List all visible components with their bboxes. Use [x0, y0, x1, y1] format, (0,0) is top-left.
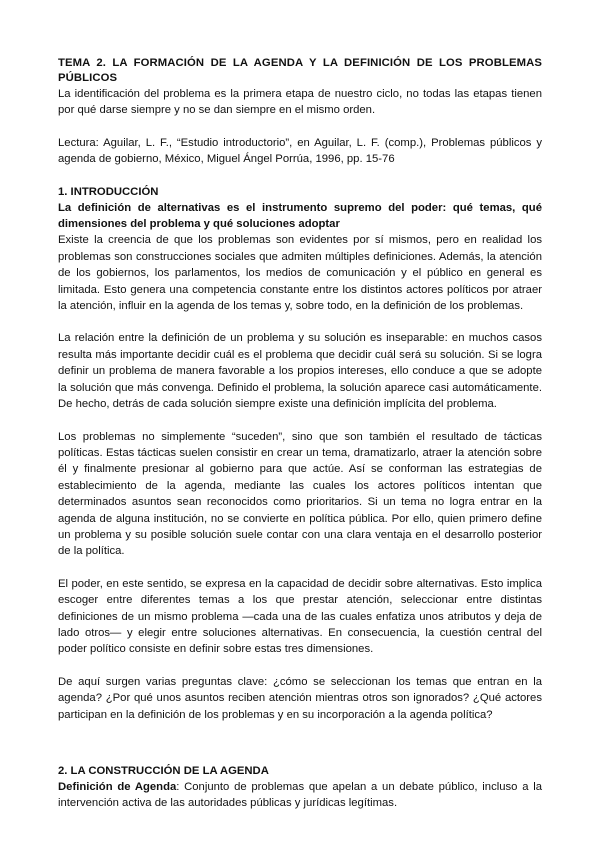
section-2-heading: 2. LA CONSTRUCCIÓN DE LA AGENDA [58, 765, 269, 777]
definition-text: : Conjunto de problemas que apelan a un debate público, incluso a la intervención activa de las autoridades públicas y jurídicas legítimas. [58, 781, 542, 810]
spacer [58, 413, 542, 429]
spacer [58, 560, 542, 576]
reading-reference: Lectura: Aguilar, L. F., “Estudio introductorio”, en Aguilar, L. F. (comp.), Problemas públicos y agenda de gobierno, México, Miguel Ángel Porrúa, 1996, pp. 15-76 [58, 136, 542, 166]
spacer [58, 119, 542, 135]
section-1-subheading: La definición de alternativas es el instrumento supremo del poder: qué temas, qué dimensiones del problema y qué soluciones adoptar [58, 201, 542, 231]
section-1-heading: 1. INTRODUCCIÓN [58, 185, 159, 198]
agenda-definition-paragraph [58, 779, 542, 812]
section-1-paragraph-1: Existe la creencia de que los problemas son evidentes por sí mismos, pero en realidad los problemas son construcciones sociales que admiten múltiples definiciones. Además, la atención de los gobiernos, los parlamentos, los medios de comunicación y el público en general es limitada. Esto genera una competencia constante entre los distintos actores políticos por atraer la atención, influir en la agenda de los temas y, sobre todo, en la definición de los problemas. [58, 234, 542, 313]
spacer [58, 314, 542, 330]
section-1-paragraph-3: Los problemas no simplemente “suceden”, sino que son también el resultado de tácticas políticas. Estas tácticas suelen consistir en crear un tema, dramatizarlo, atraer la atención sobre él y finalmente presionar al gobierno para que actúe. Así se conforman las estrategias de establecimiento de la agenda, mediante las cuales los actores políticos intentan que determinados asuntos sean reconocidos como prioritarios. Si un tema no logra entrar en la agenda de alguna institución, no se convierte en política pública. Por ello, quien primero define un problema y su posible solución suele contar con una clara ventaja en el desarrollo posterior de la política. [58, 430, 542, 558]
section-1-paragraph-4: El poder, en este sentido, se expresa en la capacidad de decidir sobre alternativas. Esto implica escoger entre diferentes temas a los que prestar atención, seleccionar entre distintas definiciones de un mismo problema —cada una de las cuales enfatiza unos atributos y deja de lado otros— y elegir entre soluciones alternativas. En consecuencia, la cuestión central del poder político consiste en definir sobre estas tres dimensiones. [58, 577, 542, 656]
document-page [58, 56, 542, 812]
spacer [58, 168, 542, 184]
document-title: TEMA 2. LA FORMACIÓN DE LA AGENDA Y LA DEFINICIÓN DE LOS PROBLEMAS PÚBLICOS [58, 57, 542, 84]
spacer [58, 658, 542, 674]
section-1-paragraph-5: De aquí surgen varias preguntas clave: ¿cómo se seleccionan los temas que entran en la agenda? ¿Por qué unos asuntos reciben atención mientras otros son ignorados? ¿Qué actores participan en la definición de los problemas y en su incorporación a la agenda política? [58, 675, 542, 721]
intro-paragraph: La identificación del problema es la primera etapa de nuestro ciclo, no todas las etapas tienen por qué darse siempre y no se dan siempre en el mismo orden. [58, 88, 542, 117]
section-1-paragraph-2: La relación entre la definición de un problema y su solución es inseparable: en muchos casos resulta más importante decidir cuál es el problema que decidir cuál será su solución. Si se logra definir un problema de manera favorable a los propios intereses, ello conduce a que se adopte la solución que más convenga. Definido el problema, la solución aparece casi automáticamente. De hecho, detrás de cada solución siempre existe una definición implícita del problema. [58, 332, 542, 411]
definition-term: Definición de Agenda [58, 781, 177, 793]
spacer [58, 723, 542, 763]
